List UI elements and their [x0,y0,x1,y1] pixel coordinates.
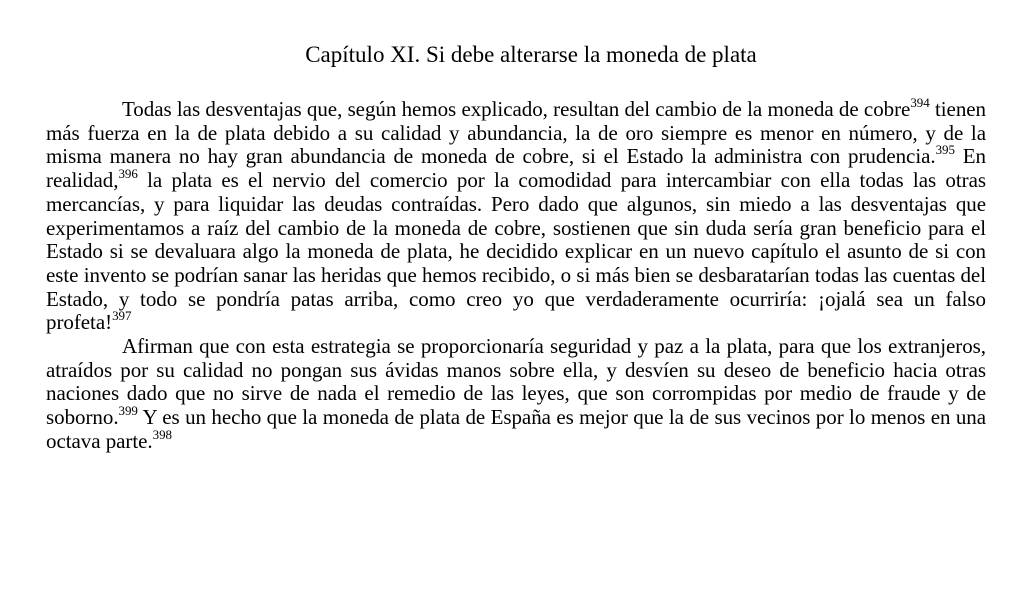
document-page [46,40,986,454]
paragraph-1-text-4: la plata es el nervio del comercio por la comodidad para intercambiar con ella todas las otras mercancías, y para liquidar las deudas contraídas. Pero dado que algunos, sin miedo a las desventajas que experimentamos a raíz del cambio de la moneda de cobre, sostienen que sin duda sería gran beneficio para el Estado si se devaluara algo la moneda de plata, he decidido explicar en un nuevo capítulo el asunto de si con este invento se podrían sanar las heridas que hemos recibido, o si más bien se desbaratarían todas las cuentas del Estado, y todo se pondría patas arriba, como creo yo que verdaderamente ocurriría: ¡ojalá sea un falso profeta! [46,168,986,335]
footnote-ref-398[interactable]: 398 [152,426,172,442]
paragraph-2 [46,335,986,454]
paragraph-1-text-1: Todas las desventajas que, según hemos explicado, resultan del cambio de la moneda de cobre [122,97,911,121]
chapter-title: Capítulo XI. Si debe alterarse la moneda de plata [305,42,757,67]
paragraph-2-text-1: Afirman que con esta estrategia se proporcionaría seguridad y paz a la plata, para que los extranjeros, atraídos por su calidad no pongan sus ávidas manos sobre ella, y desvíen su deseo de beneficio hacia otras naciones dado que no sirve de nada el remedio de las leyes, que son corrompidas por medio de fraude y de soborno. [46,334,986,430]
footnote-ref-397[interactable]: 397 [112,308,132,324]
footnote-ref-394[interactable]: 394 [910,95,930,110]
paragraph-2-text-2: Y es un hecho que la moneda de plata de España es mejor que la de sus vecinos por lo menos en una octava parte. [46,405,986,453]
paragraph-1 [46,95,987,335]
footnote-ref-395[interactable]: 395 [935,142,955,158]
paragraph-1-text-3: En realidad, [46,144,987,193]
footnote-ref-399[interactable]: 399 [118,403,138,419]
paragraph-1-text-2: tienen más fuerza en la de plata debido a su calidad y abundancia, la de oro siempre es menor en número, y de la misma manera no hay gran abundancia de moneda de cobre, si el Estado la administra con prudencia. [46,97,986,169]
footnote-ref-396[interactable]: 396 [118,166,138,182]
